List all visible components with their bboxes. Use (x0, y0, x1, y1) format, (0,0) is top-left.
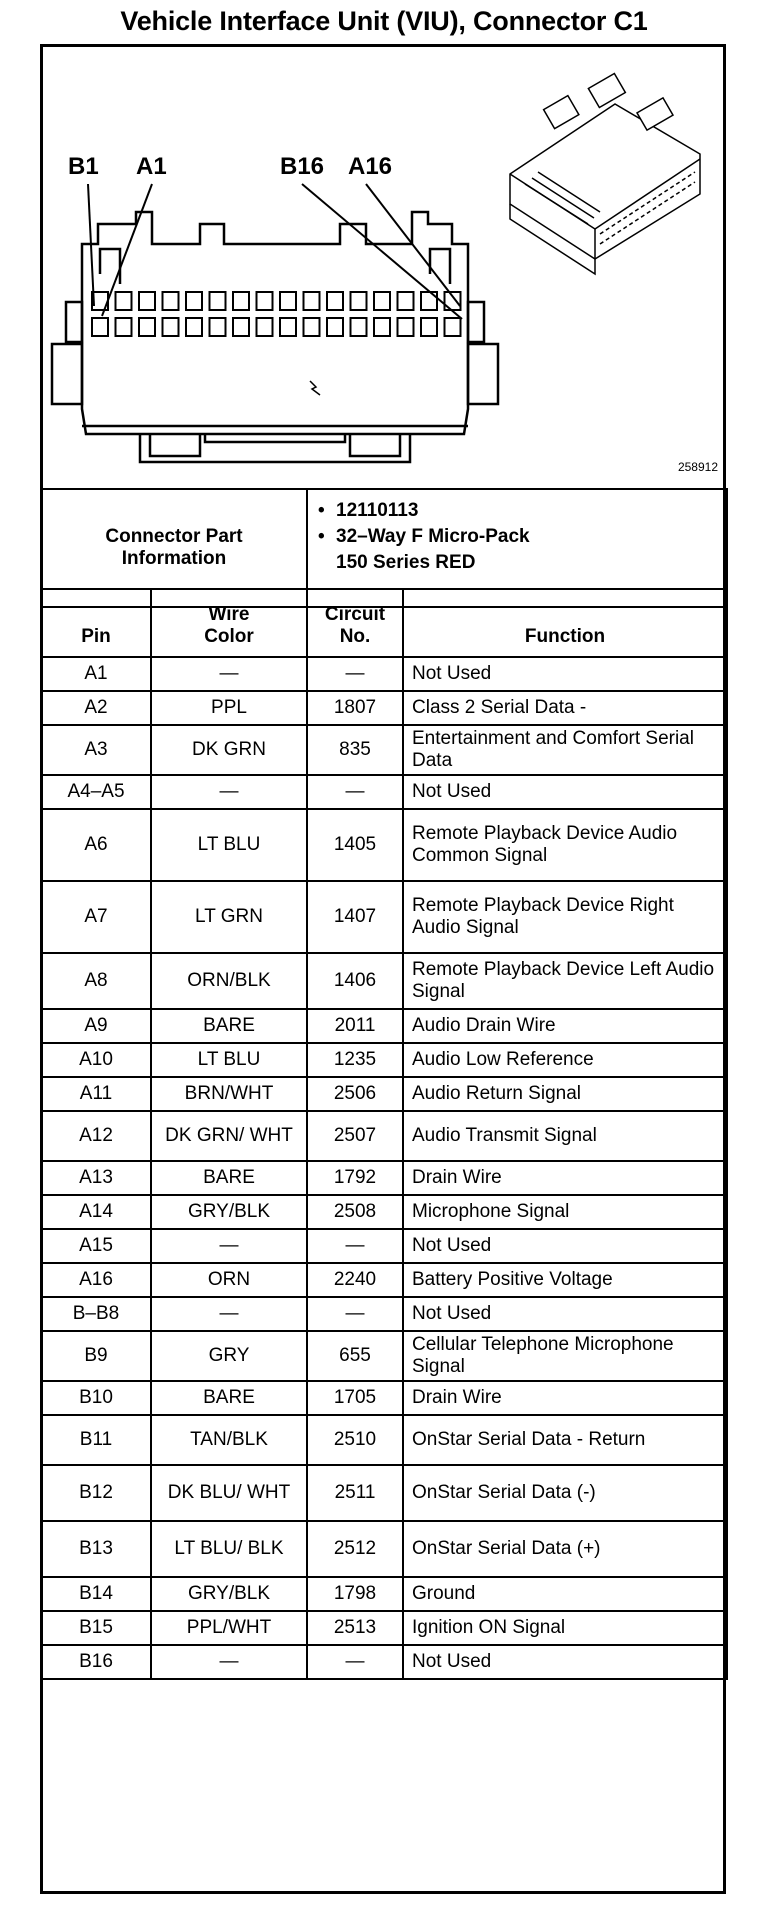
pin-cavity (139, 292, 155, 310)
wire-color-cell: BARE (151, 1009, 307, 1043)
circuit-cell: 1705 (307, 1381, 403, 1415)
pin-cavity (280, 292, 296, 310)
table-row (41, 725, 727, 775)
circuit-cell: — (307, 657, 403, 691)
pin-cell: A9 (41, 1009, 151, 1043)
function-cell: Audio Return Signal (403, 1077, 727, 1111)
wire-color-cell: PPL/WHT (151, 1611, 307, 1645)
circuit-cell: 1807 (307, 691, 403, 725)
function-cell: Battery Positive Voltage (403, 1263, 727, 1297)
connector-diagram (40, 44, 726, 488)
pin-row-b (92, 292, 461, 310)
pin-cavity (280, 318, 296, 336)
wire-color-cell: — (151, 1229, 307, 1263)
pinout-header-row (41, 589, 727, 657)
pin-cavity (233, 292, 249, 310)
connector-info-label-line2: Information (121, 548, 227, 569)
wire-color-cell: DK GRN (151, 725, 307, 775)
pin-cavity (374, 318, 390, 336)
diagram-label-a1: A1 (136, 153, 167, 180)
header-wire-color-line2: Color (204, 626, 254, 647)
pin-cell: B14 (41, 1577, 151, 1611)
connector-description-line2: 150 Series RED (336, 552, 476, 573)
diagram-label-b16: B16 (280, 153, 325, 180)
header-wire-color-line1: Wire (208, 604, 250, 625)
wire-color-cell: LT BLU (151, 1043, 307, 1077)
table-row (41, 1645, 727, 1679)
pin-cell: B16 (41, 1645, 151, 1679)
pin-cell: A14 (41, 1195, 151, 1229)
wire-color-cell: ORN/BLK (151, 953, 307, 1009)
wire-color-cell: — (151, 1645, 307, 1679)
table-row (41, 1381, 727, 1415)
header-function: Function (403, 589, 727, 657)
pin-cavity (398, 292, 414, 310)
wire-color-cell: DK GRN/ WHT (151, 1111, 307, 1161)
pin-cell: B11 (41, 1415, 151, 1465)
header-circuit (307, 589, 403, 657)
table-row (41, 657, 727, 691)
wire-color-cell: LT BLU (151, 809, 307, 881)
function-cell: Microphone Signal (403, 1195, 727, 1229)
pin-cavity (116, 292, 132, 310)
pin-cell: B9 (41, 1331, 151, 1381)
table-row (41, 1077, 727, 1111)
wire-color-cell: — (151, 657, 307, 691)
circuit-cell: — (307, 1297, 403, 1331)
pin-cell: A1 (41, 657, 151, 691)
pin-cavity (210, 292, 226, 310)
function-cell: Not Used (403, 1645, 727, 1679)
connector-info-label-line1: Connector Part (105, 526, 243, 547)
wire-color-cell: GRY/BLK (151, 1195, 307, 1229)
pin-cell: A12 (41, 1111, 151, 1161)
pin-cell: A3 (41, 725, 151, 775)
circuit-cell: 1405 (307, 809, 403, 881)
connector-info-values: • 12110113 • 32–Way F Micro-Pack 150 Series RED (307, 489, 727, 607)
circuit-cell: 1407 (307, 881, 403, 953)
table-row (41, 1297, 727, 1331)
header-wire-color (151, 589, 307, 657)
pin-cavity (374, 292, 390, 310)
pin-cavity (210, 318, 226, 336)
wire-color-cell: TAN/BLK (151, 1415, 307, 1465)
pin-cavity (233, 318, 249, 336)
pin-cavity (163, 292, 179, 310)
function-cell: Remote Playback Device Left Audio Signal (403, 953, 727, 1009)
circuit-cell: 2513 (307, 1611, 403, 1645)
wire-color-cell: ORN (151, 1263, 307, 1297)
connector-3d-illustration (510, 73, 700, 274)
wire-color-cell: PPL (151, 691, 307, 725)
header-pin: Pin (41, 589, 151, 657)
function-cell: Remote Playback Device Right Audio Signal (403, 881, 727, 953)
pin-cell: A10 (41, 1043, 151, 1077)
connector-description-line1: 32–Way F Micro-Pack (336, 526, 530, 547)
pin-cell: B10 (41, 1381, 151, 1415)
wire-color-cell: GRY (151, 1331, 307, 1381)
table-row (41, 953, 727, 1009)
pin-cavity (327, 292, 343, 310)
pin-cavity (163, 318, 179, 336)
table-row (41, 1331, 727, 1381)
function-cell: Cellular Telephone Microphone Signal (403, 1331, 727, 1381)
wire-color-cell: LT GRN (151, 881, 307, 953)
pin-cavity (257, 292, 273, 310)
table-row (41, 1111, 727, 1161)
figure-number: 258912 (677, 460, 718, 474)
table-row (41, 1161, 727, 1195)
pin-cavity (304, 292, 320, 310)
table-row (41, 1521, 727, 1577)
pin-cell: B12 (41, 1465, 151, 1521)
circuit-cell: — (307, 775, 403, 809)
function-cell: Not Used (403, 657, 727, 691)
circuit-cell: 1406 (307, 953, 403, 1009)
circuit-cell: 835 (307, 725, 403, 775)
pin-cell: A7 (41, 881, 151, 953)
circuit-cell: 2510 (307, 1415, 403, 1465)
table-row (41, 1465, 727, 1521)
table-row (41, 1009, 727, 1043)
pin-cell: A2 (41, 691, 151, 725)
pin-cavity (304, 318, 320, 336)
pinout-table (40, 588, 728, 1680)
function-cell: Drain Wire (403, 1161, 727, 1195)
circuit-cell: 1798 (307, 1577, 403, 1611)
pin-cavity (186, 292, 202, 310)
table-row (41, 1195, 727, 1229)
wire-color-cell: DK BLU/ WHT (151, 1465, 307, 1521)
wire-color-cell: — (151, 775, 307, 809)
circuit-cell: 655 (307, 1331, 403, 1381)
pin-cell: B–B8 (41, 1297, 151, 1331)
pin-cavity (445, 318, 461, 336)
pin-cell: A13 (41, 1161, 151, 1195)
circuit-cell: 2506 (307, 1077, 403, 1111)
function-cell: Drain Wire (403, 1381, 727, 1415)
function-cell: Ignition ON Signal (403, 1611, 727, 1645)
diagram-label-b1: B1 (68, 153, 99, 180)
table-row (41, 1043, 727, 1077)
pin-row-a (92, 318, 461, 336)
pin-cavity (351, 318, 367, 336)
header-circuit-line1: Circuit (324, 604, 386, 625)
function-cell: OnStar Serial Data (-) (403, 1465, 727, 1521)
circuit-cell: 2511 (307, 1465, 403, 1521)
table-row (41, 1611, 727, 1645)
function-cell: Not Used (403, 1297, 727, 1331)
circuit-cell: — (307, 1645, 403, 1679)
pin-cell: A16 (41, 1263, 151, 1297)
connector-part-number: 12110113 (336, 500, 419, 521)
circuit-cell: 2512 (307, 1521, 403, 1577)
table-row (41, 1577, 727, 1611)
pin-cell: A8 (41, 953, 151, 1009)
diagram-label-a16: A16 (348, 153, 393, 180)
circuit-cell: 2011 (307, 1009, 403, 1043)
pin-cell: A6 (41, 809, 151, 881)
table-row (41, 881, 727, 953)
pin-cavity (116, 318, 132, 336)
pin-cell: A11 (41, 1077, 151, 1111)
function-cell: OnStar Serial Data - Return (403, 1415, 727, 1465)
table-row (41, 1263, 727, 1297)
function-cell: Remote Playback Device Audio Common Signal (403, 809, 727, 881)
function-cell: Audio Drain Wire (403, 1009, 727, 1043)
pin-cavity (327, 318, 343, 336)
table-row (41, 1415, 727, 1465)
function-cell: Class 2 Serial Data - (403, 691, 727, 725)
pin-cell: B15 (41, 1611, 151, 1645)
pin-cell: A15 (41, 1229, 151, 1263)
wire-color-cell: BRN/WHT (151, 1077, 307, 1111)
function-cell: Audio Transmit Signal (403, 1111, 727, 1161)
table-row (41, 775, 727, 809)
pin-cavity (398, 318, 414, 336)
circuit-cell: 1792 (307, 1161, 403, 1195)
pin-cavity (421, 318, 437, 336)
function-cell: Audio Low Reference (403, 1043, 727, 1077)
table-row (41, 691, 727, 725)
function-cell: Ground (403, 1577, 727, 1611)
page-title: Vehicle Interface Unit (VIU), Connector C1 (120, 6, 648, 36)
table-row (41, 1229, 727, 1263)
wire-color-cell: BARE (151, 1381, 307, 1415)
circuit-cell: 2507 (307, 1111, 403, 1161)
pin-cavity (92, 318, 108, 336)
circuit-cell: — (307, 1229, 403, 1263)
header-circuit-line2: No. (339, 626, 371, 647)
function-cell: Not Used (403, 775, 727, 809)
function-cell: Not Used (403, 1229, 727, 1263)
wire-color-cell: GRY/BLK (151, 1577, 307, 1611)
pin-cell: B13 (41, 1521, 151, 1577)
pin-cavity (257, 318, 273, 336)
circuit-cell: 2508 (307, 1195, 403, 1229)
circuit-cell: 1235 (307, 1043, 403, 1077)
function-cell: OnStar Serial Data (+) (403, 1521, 727, 1577)
pin-cell: A4–A5 (41, 775, 151, 809)
connector-drawing (40, 44, 726, 488)
function-cell: Entertainment and Comfort Serial Data (403, 725, 727, 775)
table-row (41, 809, 727, 881)
pin-cavity (139, 318, 155, 336)
pin-cavity (186, 318, 202, 336)
wire-color-cell: — (151, 1297, 307, 1331)
wire-color-cell: LT BLU/ BLK (151, 1521, 307, 1577)
wire-color-cell: BARE (151, 1161, 307, 1195)
circuit-cell: 2240 (307, 1263, 403, 1297)
pin-cavity (351, 292, 367, 310)
